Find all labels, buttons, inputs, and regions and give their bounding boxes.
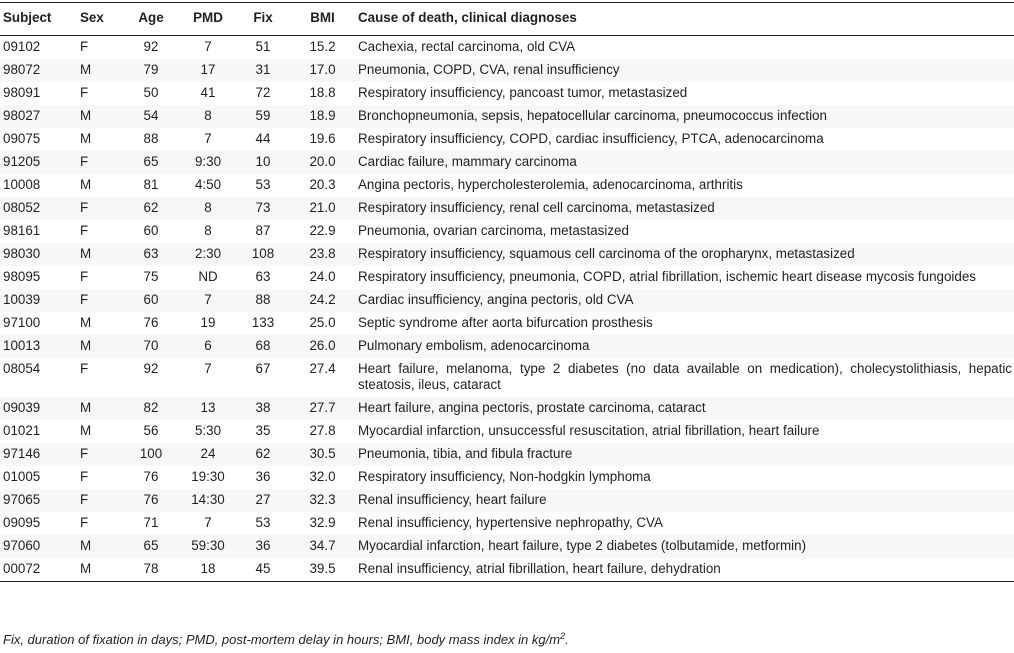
- cell-age: 92: [125, 36, 177, 60]
- cell-pmd: ND: [177, 266, 239, 289]
- cell-pmd: 4:50: [177, 174, 239, 197]
- cell-bmi: 20.3: [287, 174, 358, 197]
- cell-subject: 09102: [0, 36, 80, 60]
- cell-subject: 01021: [0, 420, 80, 443]
- cell-pmd: 9:30: [177, 151, 239, 174]
- table-row: [0, 466, 1014, 489]
- table-row: [0, 174, 1014, 197]
- cell-fix: 68: [239, 335, 287, 358]
- table-row: [0, 443, 1014, 466]
- table-row: [0, 489, 1014, 512]
- cell-age: 78: [125, 558, 177, 582]
- table-row: [0, 335, 1014, 358]
- cell-subject: 97060: [0, 535, 80, 558]
- cell-bmi: 30.5: [287, 443, 358, 466]
- cell-age: 81: [125, 174, 177, 197]
- cell-cause: Pneumonia, tibia, and fibula fracture: [358, 443, 1014, 466]
- cell-sex: F: [80, 82, 125, 105]
- table-body: [0, 36, 1014, 582]
- table-row: [0, 36, 1014, 60]
- cell-pmd: 7: [177, 512, 239, 535]
- cell-fix: 108: [239, 243, 287, 266]
- cell-fix: 53: [239, 174, 287, 197]
- header-fix: Fix: [239, 3, 287, 36]
- header-subject: Subject: [0, 3, 80, 36]
- header-cause: Cause of death, clinical diagnoses: [358, 3, 1014, 36]
- header-bmi: BMI: [287, 3, 358, 36]
- cell-sex: M: [80, 105, 125, 128]
- cell-subject: 10013: [0, 335, 80, 358]
- cell-sex: M: [80, 420, 125, 443]
- cell-bmi: 23.8: [287, 243, 358, 266]
- cell-cause: Respiratory insufficiency, pancoast tumor, metastasized: [358, 82, 1014, 105]
- cell-sex: F: [80, 151, 125, 174]
- cell-bmi: 32.3: [287, 489, 358, 512]
- footnote-superscript: 2: [560, 631, 566, 641]
- table-row: [0, 197, 1014, 220]
- cell-fix: 10: [239, 151, 287, 174]
- table-row: [0, 289, 1014, 312]
- cell-subject: 97146: [0, 443, 80, 466]
- cell-fix: 38: [239, 397, 287, 420]
- cell-pmd: 5:30: [177, 420, 239, 443]
- cell-fix: 35: [239, 420, 287, 443]
- table-row: [0, 82, 1014, 105]
- table-header: [0, 3, 1014, 36]
- cell-pmd: 14:30: [177, 489, 239, 512]
- cell-bmi: 27.4: [287, 358, 358, 397]
- cell-sex: M: [80, 397, 125, 420]
- header-row: [0, 3, 1014, 36]
- cell-fix: 88: [239, 289, 287, 312]
- cell-fix: 63: [239, 266, 287, 289]
- cell-age: 56: [125, 420, 177, 443]
- cell-subject: 98030: [0, 243, 80, 266]
- cell-sex: F: [80, 512, 125, 535]
- table-row: [0, 151, 1014, 174]
- cell-fix: 62: [239, 443, 287, 466]
- cell-cause: Septic syndrome after aorta bifurcation prosthesis: [358, 312, 1014, 335]
- cell-bmi: 27.7: [287, 397, 358, 420]
- header-pmd: PMD: [177, 3, 239, 36]
- table-row: [0, 59, 1014, 82]
- cell-age: 50: [125, 82, 177, 105]
- cell-sex: M: [80, 558, 125, 582]
- cell-age: 71: [125, 512, 177, 535]
- cell-subject: 98027: [0, 105, 80, 128]
- cell-age: 63: [125, 243, 177, 266]
- cell-bmi: 34.7: [287, 535, 358, 558]
- cell-cause: Renal insufficiency, heart failure: [358, 489, 1014, 512]
- cell-cause: Myocardial infarction, unsuccessful resuscitation, atrial fibrillation, heart failure: [358, 420, 1014, 443]
- cell-sex: F: [80, 289, 125, 312]
- cell-age: 100: [125, 443, 177, 466]
- cell-sex: M: [80, 243, 125, 266]
- cell-subject: 10008: [0, 174, 80, 197]
- cell-fix: 44: [239, 128, 287, 151]
- cell-sex: F: [80, 466, 125, 489]
- cell-subject: 91205: [0, 151, 80, 174]
- table-row: [0, 512, 1014, 535]
- cell-sex: F: [80, 220, 125, 243]
- cell-sex: M: [80, 535, 125, 558]
- cell-pmd: 41: [177, 82, 239, 105]
- table-row: [0, 420, 1014, 443]
- cell-fix: 36: [239, 535, 287, 558]
- cell-fix: 133: [239, 312, 287, 335]
- cell-subject: 97065: [0, 489, 80, 512]
- table-row: [0, 535, 1014, 558]
- cell-bmi: 26.0: [287, 335, 358, 358]
- cell-pmd: 7: [177, 289, 239, 312]
- footnote-end: .: [565, 632, 569, 647]
- cell-cause: Bronchopneumonia, sepsis, hepatocellular carcinoma, pneumococcus infection: [358, 105, 1014, 128]
- cell-sex: M: [80, 335, 125, 358]
- cell-subject: 98091: [0, 82, 80, 105]
- header-age: Age: [125, 3, 177, 36]
- cell-cause: Myocardial infarction, heart failure, type 2 diabetes (tolbutamide, metformin): [358, 535, 1014, 558]
- cell-bmi: 21.0: [287, 197, 358, 220]
- cell-age: 65: [125, 151, 177, 174]
- cell-cause: Respiratory insufficiency, squamous cell carcinoma of the oropharynx, metastasized: [358, 243, 1014, 266]
- cell-sex: F: [80, 266, 125, 289]
- cell-subject: 01005: [0, 466, 80, 489]
- cell-fix: 67: [239, 358, 287, 397]
- cell-cause: Heart failure, angina pectoris, prostate carcinoma, cataract: [358, 397, 1014, 420]
- cell-subject: 00072: [0, 558, 80, 582]
- cell-age: 54: [125, 105, 177, 128]
- table-row: [0, 266, 1014, 289]
- cell-pmd: 6: [177, 335, 239, 358]
- cell-bmi: 22.9: [287, 220, 358, 243]
- table-row: [0, 220, 1014, 243]
- cell-age: 65: [125, 535, 177, 558]
- cell-pmd: 7: [177, 358, 239, 397]
- cell-pmd: 17: [177, 59, 239, 82]
- cell-subject: 09095: [0, 512, 80, 535]
- cell-pmd: 19: [177, 312, 239, 335]
- cell-bmi: 17.0: [287, 59, 358, 82]
- cell-cause: Pneumonia, COPD, CVA, renal insufficiency: [358, 59, 1014, 82]
- cell-age: 76: [125, 312, 177, 335]
- table-row: [0, 558, 1014, 582]
- cell-subject: 97100: [0, 312, 80, 335]
- cell-cause: Cardiac failure, mammary carcinoma: [358, 151, 1014, 174]
- cell-fix: 45: [239, 558, 287, 582]
- cell-sex: F: [80, 443, 125, 466]
- cell-bmi: 32.0: [287, 466, 358, 489]
- cell-subject: 10039: [0, 289, 80, 312]
- cell-age: 76: [125, 466, 177, 489]
- table-row: [0, 358, 1014, 397]
- cell-age: 60: [125, 289, 177, 312]
- cell-age: 60: [125, 220, 177, 243]
- cell-pmd: 18: [177, 558, 239, 582]
- cell-pmd: 13: [177, 397, 239, 420]
- cell-fix: 36: [239, 466, 287, 489]
- cell-age: 70: [125, 335, 177, 358]
- cell-subject: 98072: [0, 59, 80, 82]
- cell-cause: Respiratory insufficiency, COPD, cardiac insufficiency, PTCA, adenocarcinoma: [358, 128, 1014, 151]
- cell-bmi: 25.0: [287, 312, 358, 335]
- cell-subject: 98095: [0, 266, 80, 289]
- cell-age: 82: [125, 397, 177, 420]
- cell-pmd: 19:30: [177, 466, 239, 489]
- cell-pmd: 8: [177, 197, 239, 220]
- header-sex: Sex: [80, 3, 125, 36]
- cell-cause: Renal insufficiency, hypertensive nephropathy, CVA: [358, 512, 1014, 535]
- cell-subject: 08054: [0, 358, 80, 397]
- cell-cause: Respiratory insufficiency, pneumonia, COPD, atrial fibrillation, ischemic heart disease mycosis fungoides: [358, 266, 1014, 289]
- table-row: [0, 397, 1014, 420]
- cell-age: 88: [125, 128, 177, 151]
- cell-bmi: 24.2: [287, 289, 358, 312]
- cell-cause: Heart failure, melanoma, type 2 diabetes (no data available on medication), cholecystolithiasis, hepatic steatosis, ileus, cataract: [358, 358, 1014, 397]
- cell-bmi: 24.0: [287, 266, 358, 289]
- cell-age: 76: [125, 489, 177, 512]
- cell-fix: 72: [239, 82, 287, 105]
- cell-sex: F: [80, 197, 125, 220]
- cell-cause: Cachexia, rectal carcinoma, old CVA: [358, 36, 1014, 60]
- cell-bmi: 15.2: [287, 36, 358, 60]
- cell-bmi: 20.0: [287, 151, 358, 174]
- cell-fix: 73: [239, 197, 287, 220]
- table-row: [0, 243, 1014, 266]
- cell-bmi: 27.8: [287, 420, 358, 443]
- cell-cause: Pneumonia, ovarian carcinoma, metastasized: [358, 220, 1014, 243]
- cell-pmd: 7: [177, 128, 239, 151]
- cell-cause: Renal insufficiency, atrial fibrillation, heart failure, dehydration: [358, 558, 1014, 582]
- cell-subject: 08052: [0, 197, 80, 220]
- cell-cause: Respiratory insufficiency, Non-hodgkin lymphoma: [358, 466, 1014, 489]
- cell-cause: Respiratory insufficiency, renal cell carcinoma, metastasized: [358, 197, 1014, 220]
- cell-pmd: 24: [177, 443, 239, 466]
- table-footnote: [3, 632, 569, 647]
- cell-bmi: 32.9: [287, 512, 358, 535]
- cell-bmi: 18.8: [287, 82, 358, 105]
- cell-sex: M: [80, 59, 125, 82]
- subjects-table: [0, 2, 1014, 582]
- cell-sex: F: [80, 358, 125, 397]
- cell-pmd: 7: [177, 36, 239, 60]
- cell-fix: 59: [239, 105, 287, 128]
- cell-fix: 87: [239, 220, 287, 243]
- cell-age: 75: [125, 266, 177, 289]
- cell-cause: Angina pectoris, hypercholesterolemia, adenocarcinoma, arthritis: [358, 174, 1014, 197]
- cell-sex: M: [80, 174, 125, 197]
- cell-bmi: 18.9: [287, 105, 358, 128]
- cell-sex: M: [80, 312, 125, 335]
- cell-pmd: 8: [177, 220, 239, 243]
- cell-sex: F: [80, 36, 125, 60]
- table-row: [0, 128, 1014, 151]
- cell-fix: 27: [239, 489, 287, 512]
- cell-pmd: 2:30: [177, 243, 239, 266]
- cell-age: 62: [125, 197, 177, 220]
- cell-subject: 09039: [0, 397, 80, 420]
- footnote-text: Fix, duration of fixation in days; PMD, post-mortem delay in hours; BMI, body mass index in kg/m: [3, 632, 561, 647]
- cell-subject: 09075: [0, 128, 80, 151]
- cell-pmd: 59:30: [177, 535, 239, 558]
- cell-pmd: 8: [177, 105, 239, 128]
- cell-fix: 53: [239, 512, 287, 535]
- cell-sex: F: [80, 489, 125, 512]
- table-row: [0, 312, 1014, 335]
- cell-sex: M: [80, 128, 125, 151]
- cell-cause: Cardiac insufficiency, angina pectoris, old CVA: [358, 289, 1014, 312]
- table-row: [0, 105, 1014, 128]
- cell-cause: Pulmonary embolism, adenocarcinoma: [358, 335, 1014, 358]
- cell-bmi: 39.5: [287, 558, 358, 582]
- cell-age: 92: [125, 358, 177, 397]
- cell-fix: 31: [239, 59, 287, 82]
- cell-subject: 98161: [0, 220, 80, 243]
- cell-bmi: 19.6: [287, 128, 358, 151]
- cell-age: 79: [125, 59, 177, 82]
- cell-fix: 51: [239, 36, 287, 60]
